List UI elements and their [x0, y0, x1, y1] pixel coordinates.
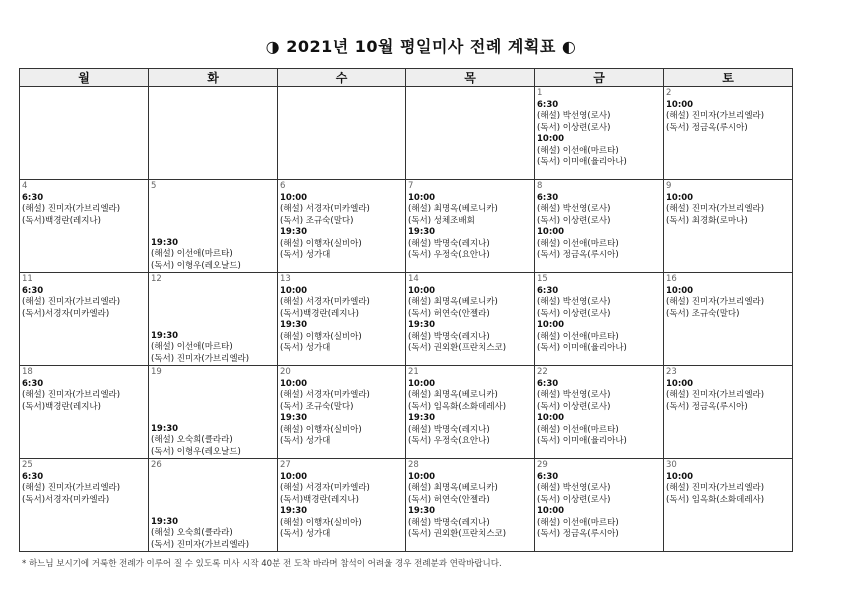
role-assignment: (해설) 진미자(가브리엘라)	[666, 390, 765, 400]
role-assignment: (해설) 박명숙(레지나)	[408, 331, 490, 342]
day-cell	[20, 459, 149, 552]
role-assignment: (독서) 정금옥(루시아)	[666, 122, 748, 133]
mass-time: 10:00	[537, 134, 565, 144]
mass-time: 6:30	[22, 378, 44, 389]
role-assignment: (독서)백경란(레지나)	[22, 215, 101, 226]
role-assignment: (독서) 우정숙(요안나)	[408, 250, 490, 260]
day-cell-content	[149, 459, 277, 551]
day-number: 21	[408, 367, 419, 377]
day-number: 7	[408, 181, 414, 191]
day-number: 5	[151, 181, 157, 191]
day-cell	[406, 180, 535, 273]
day-cell-content	[406, 273, 534, 365]
role-assignment: (해설) 진미자(가브리엘라)	[666, 297, 765, 307]
role-assignment: (해설) 박명숙(레지나)	[408, 424, 490, 435]
role-assignment: (해설) 오숙희(클라라)	[151, 435, 233, 445]
role-assignment: (독서) 이미애(율리아나)	[537, 436, 627, 446]
mass-time: 10:00	[537, 413, 565, 423]
day-cell-content	[20, 87, 148, 179]
role-assignment: (해설) 박선영(로사)	[537, 204, 611, 214]
day-cell	[20, 273, 149, 366]
role-assignment: (독서) 이상련(로사)	[537, 308, 611, 319]
mass-time: 10:00	[666, 99, 694, 110]
week-row	[20, 87, 793, 180]
weekday-header: 월	[20, 69, 149, 87]
mass-time: 19:30	[408, 227, 436, 237]
day-number: 9	[666, 181, 672, 191]
role-assignment: (독서)서경자(미카엘라)	[22, 308, 110, 319]
mass-time: 19:30	[280, 413, 308, 423]
day-cell	[278, 366, 406, 459]
day-cell	[406, 366, 535, 459]
role-assignment: (독서) 이상련(로사)	[537, 122, 611, 133]
day-cell	[535, 459, 664, 552]
day-cell	[664, 366, 793, 459]
day-cell	[20, 366, 149, 459]
mass-time: 6:30	[537, 471, 559, 482]
day-cell-content	[664, 459, 792, 551]
role-assignment: (해설) 최명옥(베로니카)	[408, 297, 498, 307]
day-number: 22	[537, 367, 548, 377]
mass-time: 6:30	[537, 285, 559, 296]
role-assignment: (해설) 이선애(마르타)	[537, 238, 619, 249]
day-number: 13	[280, 274, 291, 284]
day-cell-content	[406, 180, 534, 272]
mass-time: 10:00	[666, 378, 694, 389]
calendar-body	[20, 87, 793, 552]
role-assignment: (독서) 이형우(레오날드)	[151, 446, 241, 457]
week-row	[20, 273, 793, 366]
day-cell-content	[406, 87, 534, 179]
mass-time: 19:30	[408, 413, 436, 423]
mass-time: 10:00	[666, 192, 694, 203]
day-cell-content	[535, 180, 663, 272]
day-number: 16	[666, 274, 677, 284]
day-cell-content	[278, 273, 405, 365]
day-cell-content	[20, 366, 148, 458]
day-cell-content	[535, 87, 663, 179]
role-assignment: (해설) 이행자(실비아)	[280, 238, 362, 249]
day-number: 19	[151, 367, 162, 377]
day-cell-content	[664, 87, 792, 179]
role-assignment: (독서) 이상련(로사)	[537, 401, 611, 412]
role-assignment: (독서)백경란(레지나)	[280, 494, 359, 505]
role-assignment: (독서) 정금옥(루시아)	[537, 250, 619, 260]
day-cell-content	[149, 366, 277, 458]
empty-day-cell	[149, 87, 278, 180]
day-cell	[535, 273, 664, 366]
mass-time: 6:30	[537, 99, 559, 110]
mass-time: 10:00	[537, 320, 565, 330]
mass-time: 19:30	[280, 506, 308, 516]
week-row	[20, 180, 793, 273]
day-cell-content	[278, 459, 405, 551]
day-cell	[20, 180, 149, 273]
role-assignment: (독서) 허연숙(안젤라)	[408, 308, 490, 319]
mass-time: 19:30	[151, 516, 179, 527]
weekday-header: 금	[535, 69, 664, 87]
day-cell-content	[535, 366, 663, 458]
role-assignment: (독서) 최경화(로마나)	[666, 215, 748, 226]
mass-time: 10:00	[280, 192, 308, 203]
role-assignment: (해설) 이선애(마르타)	[537, 517, 619, 528]
day-cell-content	[149, 180, 277, 272]
role-assignment: (해설) 이선애(마르타)	[537, 424, 619, 435]
day-number: 28	[408, 460, 419, 470]
mass-time: 19:30	[151, 237, 179, 248]
mass-time: 19:30	[280, 320, 308, 330]
day-cell	[278, 180, 406, 273]
footnote: * 하느님 보시기에 거룩한 전례가 이루어 질 수 있도록 미사 시작 40분 전 도착 바라며 참석이 어려울 경우 전례분과 연락바랍니다.	[22, 559, 502, 569]
day-number: 27	[280, 460, 291, 470]
role-assignment: (독서) 성가대	[280, 250, 331, 260]
day-number: 23	[666, 367, 677, 377]
role-assignment: (독서) 허연숙(안젤라)	[408, 494, 490, 505]
page-title: ◑ 2021년 10월 평일미사 전례 계획표 ◐	[265, 37, 577, 56]
mass-time: 19:30	[408, 506, 436, 516]
role-assignment: (해설) 박선영(로사)	[537, 483, 611, 493]
role-assignment: (독서) 이형우(레오날드)	[151, 260, 241, 271]
day-cell-content	[535, 459, 663, 551]
role-assignment: (독서) 이상련(로사)	[537, 494, 611, 505]
mass-time: 10:00	[408, 471, 436, 482]
role-assignment: (독서) 이미애(율리아나)	[537, 157, 627, 167]
day-number: 26	[151, 460, 162, 470]
mass-time: 10:00	[408, 192, 436, 203]
mass-time: 19:30	[408, 320, 436, 330]
day-cell-content	[535, 273, 663, 365]
weekday-header: 화	[149, 69, 278, 87]
role-assignment: (해설) 진미자(가브리엘라)	[22, 390, 121, 400]
day-number: 29	[537, 460, 548, 470]
role-assignment: (해설) 진미자(가브리엘라)	[666, 111, 765, 121]
day-cell-content	[406, 459, 534, 551]
role-assignment: (해설) 최명옥(베로니카)	[408, 483, 498, 493]
day-number: 4	[22, 181, 28, 191]
day-number: 1	[537, 88, 543, 98]
day-number: 20	[280, 367, 291, 377]
mass-time: 10:00	[666, 285, 694, 296]
role-assignment: (해설) 진미자(가브리엘라)	[22, 297, 121, 307]
role-assignment: (해설) 박선영(로사)	[537, 297, 611, 307]
role-assignment: (해설) 진미자(가브리엘라)	[666, 483, 765, 493]
role-assignment: (해설) 박선영(로사)	[537, 390, 611, 400]
mass-time: 19:30	[151, 423, 179, 434]
day-number: 2	[666, 88, 672, 98]
day-cell	[535, 366, 664, 459]
role-assignment: (독서) 성가대	[280, 529, 331, 539]
day-cell	[664, 180, 793, 273]
role-assignment: (해설) 진미자(가브리엘라)	[22, 204, 121, 214]
role-assignment: (독서) 성가대	[280, 436, 331, 446]
role-assignment: (독서)백경란(레지나)	[22, 401, 101, 412]
mass-time: 10:00	[280, 378, 308, 389]
mass-time: 6:30	[22, 285, 44, 296]
role-assignment: (독서) 조규숙(말다)	[280, 215, 354, 226]
day-cell	[149, 459, 278, 552]
role-assignment: (해설) 서경자(미카엘라)	[280, 297, 370, 307]
day-cell-content	[278, 87, 405, 179]
week-row	[20, 459, 793, 552]
day-number: 15	[537, 274, 548, 284]
role-assignment: (해설) 이행자(실비아)	[280, 424, 362, 435]
day-cell-content	[664, 273, 792, 365]
day-cell-content	[149, 87, 277, 179]
day-cell	[278, 459, 406, 552]
empty-day-cell	[20, 87, 149, 180]
role-assignment: (독서) 성체조배회	[408, 215, 475, 226]
mass-time: 19:30	[151, 330, 179, 341]
role-assignment: (해설) 이선애(마르타)	[537, 145, 619, 156]
role-assignment: (독서)백경란(레지나)	[280, 308, 359, 319]
day-cell	[535, 180, 664, 273]
mass-time: 6:30	[22, 192, 44, 203]
role-assignment: (독서) 이상련(로사)	[537, 215, 611, 226]
role-assignment: (독서) 정금옥(루시아)	[537, 529, 619, 539]
day-cell	[149, 180, 278, 273]
mass-time: 10:00	[280, 471, 308, 482]
role-assignment: (해설) 최명옥(베로니카)	[408, 390, 498, 400]
weekday-header-row	[20, 69, 793, 87]
day-cell-content	[406, 366, 534, 458]
role-assignment: (독서) 진미자(가브리엘라)	[151, 353, 250, 364]
day-number: 25	[22, 460, 33, 470]
role-assignment: (해설) 박선영(로사)	[537, 111, 611, 121]
role-assignment: (독서) 이미애(율리아나)	[537, 343, 627, 353]
mass-time: 10:00	[666, 471, 694, 482]
role-assignment: (독서) 진미자(가브리엘라)	[151, 539, 250, 550]
day-cell-content	[664, 366, 792, 458]
role-assignment: (해설) 서경자(미카엘라)	[280, 483, 370, 493]
day-cell	[664, 87, 793, 180]
role-assignment: (독서) 임옥화(소화데레사)	[666, 494, 765, 505]
role-assignment: (해설) 이선애(마르타)	[537, 331, 619, 342]
weekday-header: 목	[406, 69, 535, 87]
role-assignment: (독서) 권외환(프란치스코)	[408, 343, 507, 353]
mass-time: 6:30	[22, 471, 44, 482]
role-assignment: (독서) 조규숙(말다)	[666, 308, 740, 319]
role-assignment: (해설) 서경자(미카엘라)	[280, 390, 370, 400]
role-assignment: (해설) 오숙희(클라라)	[151, 528, 233, 538]
mass-time: 10:00	[408, 378, 436, 389]
role-assignment: (독서) 성가대	[280, 343, 331, 353]
role-assignment: (독서) 임옥화(소화데레사)	[408, 401, 507, 412]
day-number: 6	[280, 181, 286, 191]
day-number: 12	[151, 274, 162, 284]
empty-day-cell	[406, 87, 535, 180]
role-assignment: (해설) 박명숙(레지나)	[408, 238, 490, 249]
role-assignment: (해설) 박명숙(레지나)	[408, 517, 490, 528]
day-cell	[406, 459, 535, 552]
day-cell	[664, 273, 793, 366]
day-cell	[406, 273, 535, 366]
day-number: 8	[537, 181, 543, 191]
day-cell-content	[278, 180, 405, 272]
role-assignment: (해설) 진미자(가브리엘라)	[22, 483, 121, 493]
day-cell-content	[20, 180, 148, 272]
role-assignment: (해설) 서경자(미카엘라)	[280, 204, 370, 214]
day-number: 14	[408, 274, 419, 284]
weekday-header: 토	[664, 69, 793, 87]
mass-time: 6:30	[537, 378, 559, 389]
day-cell	[149, 366, 278, 459]
mass-time: 10:00	[537, 506, 565, 516]
day-number: 30	[666, 460, 677, 470]
mass-time: 10:00	[408, 285, 436, 296]
day-cell-content	[20, 273, 148, 365]
day-cell	[278, 273, 406, 366]
schedule-calendar	[19, 68, 793, 552]
role-assignment: (해설) 이행자(실비아)	[280, 517, 362, 528]
day-cell	[149, 273, 278, 366]
role-assignment: (해설) 이선애(마르타)	[151, 249, 233, 259]
role-assignment: (독서) 조규숙(말다)	[280, 401, 354, 412]
role-assignment: (해설) 진미자(가브리엘라)	[666, 204, 765, 214]
mass-time: 19:30	[280, 227, 308, 237]
role-assignment: (해설) 최명옥(베로니카)	[408, 204, 498, 214]
day-cell-content	[278, 366, 405, 458]
week-row	[20, 366, 793, 459]
day-cell	[664, 459, 793, 552]
role-assignment: (독서) 정금옥(루시아)	[666, 401, 748, 412]
mass-time: 10:00	[280, 285, 308, 296]
role-assignment: (독서)서경자(미카엘라)	[22, 494, 110, 505]
day-cell-content	[664, 180, 792, 272]
day-cell	[535, 87, 664, 180]
day-number: 18	[22, 367, 33, 377]
empty-day-cell	[278, 87, 406, 180]
weekday-header: 수	[278, 69, 406, 87]
role-assignment: (해설) 이행자(실비아)	[280, 331, 362, 342]
day-cell-content	[149, 273, 277, 365]
role-assignment: (독서) 우정숙(요안나)	[408, 436, 490, 446]
mass-time: 6:30	[537, 192, 559, 203]
day-number: 11	[22, 274, 33, 284]
mass-time: 10:00	[537, 227, 565, 237]
role-assignment: (해설) 이선애(마르타)	[151, 342, 233, 352]
day-cell-content	[20, 459, 148, 551]
role-assignment: (독서) 권외환(프란치스코)	[408, 529, 507, 539]
